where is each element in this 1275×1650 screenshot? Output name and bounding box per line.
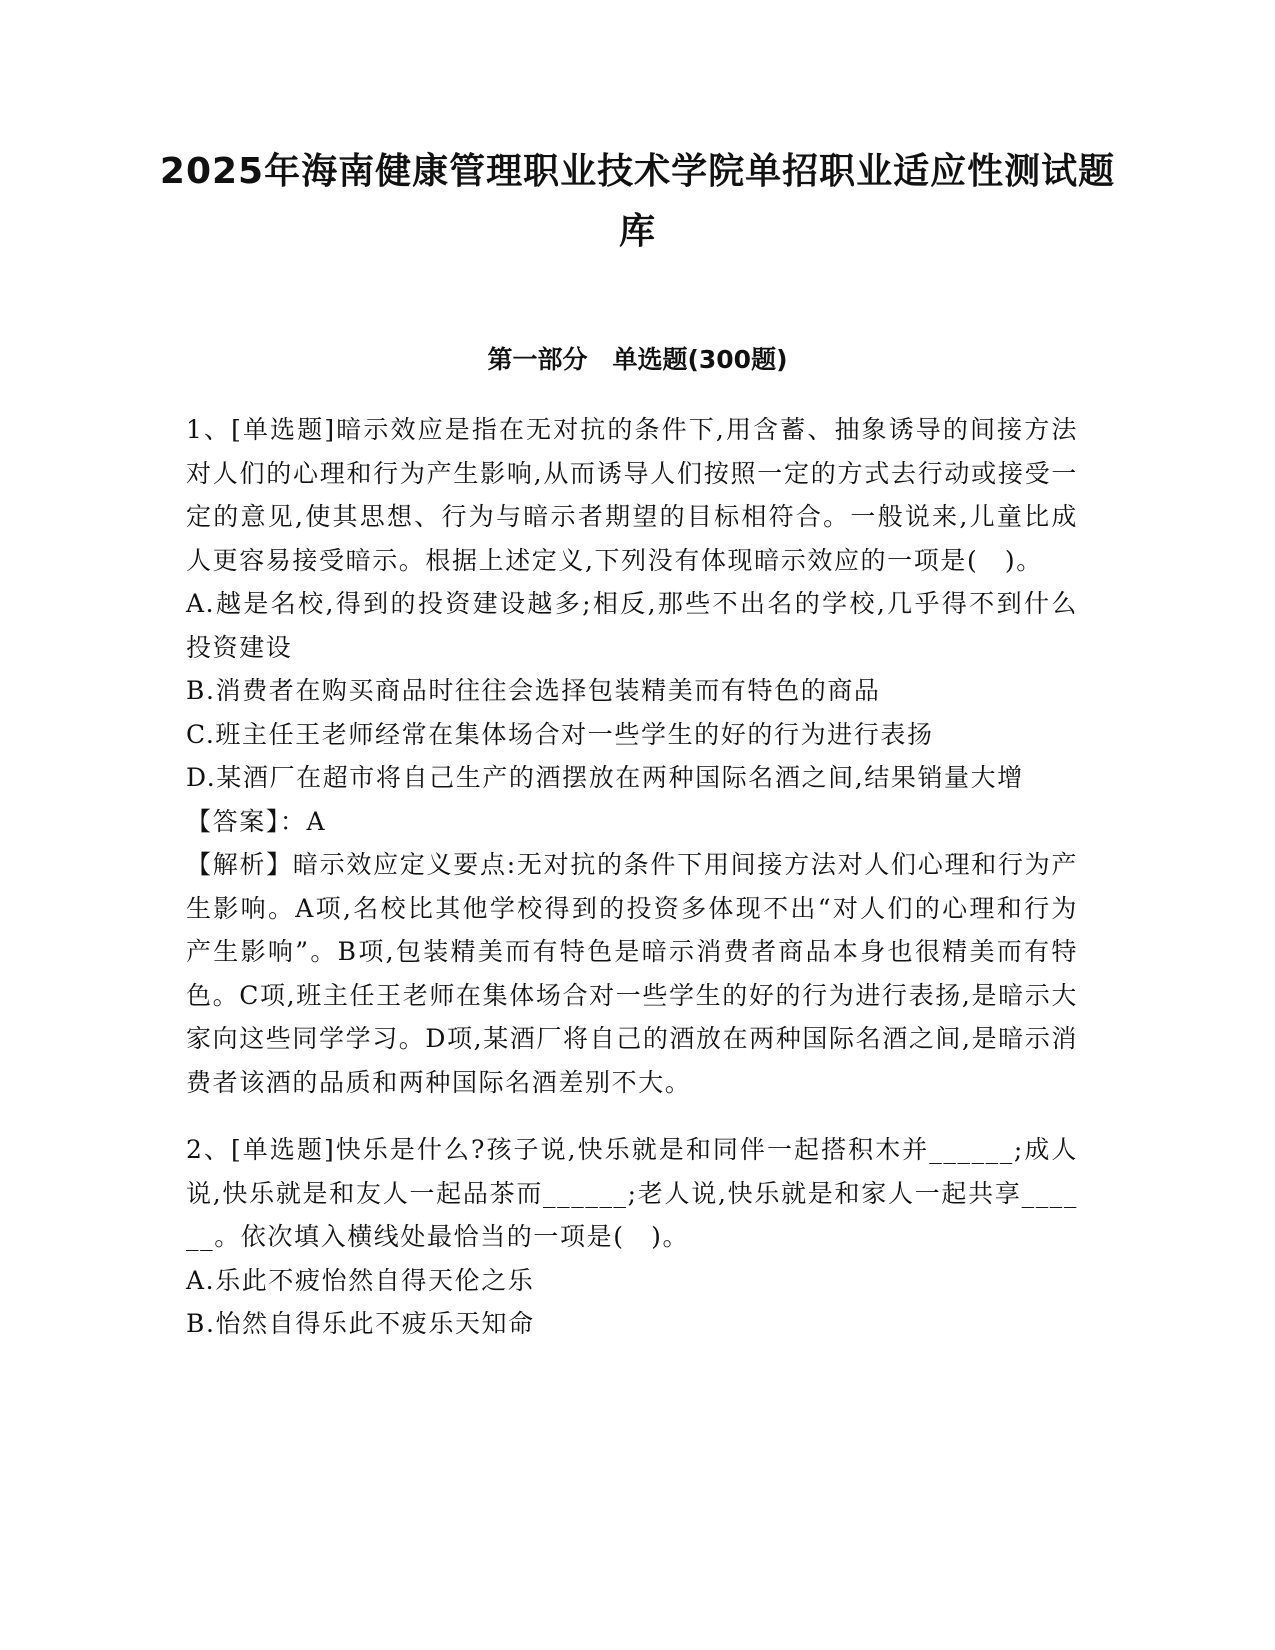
question-2 [186, 1128, 1078, 1346]
answer: 【答案】：A [186, 806, 327, 836]
question-stem: 1、[单选题]暗示效应是指在无对抗的条件下,用含蓄、抽象诱导的间接方法对人们的心理和行为产生影响,从而诱导人们按照一定的方式去行动或接受一定的意见,使其思想、行为与暗示者期望的目标相符合。一般说来,儿童比成人更容易接受暗示。根据上述定义,下列没有体现暗示效应的一项是( )。 [186, 415, 1078, 575]
option-b: B.怡然自得乐此不疲乐天知命 [186, 1309, 535, 1338]
option-c: C.班主任王老师经常在集体场合对一些学生的好的行为进行表扬 [186, 719, 934, 749]
option-d: D.某酒厂在超市将自己生产的酒摆放在两种国际名酒之间,结果销量大增 [186, 763, 1024, 792]
option-a: A.乐此不疲怡然自得天伦之乐 [186, 1265, 535, 1295]
question-list [186, 408, 1078, 1346]
option-b: B.消费者在购买商品时往往会选择包装精美而有特色的商品 [186, 676, 881, 705]
question-gap [186, 1104, 1078, 1128]
question-stem: 2、[单选题]快乐是什么?孩子说,快乐就是和同伴一起搭积木并______;成人说,快乐就是和友人一起品茶而______;老人说,快乐就是和家人一起共享______。依次填入横线处最恰当的一项是( )。 [186, 1135, 1078, 1251]
section-title: 第一部分 单选题(300题) [487, 345, 788, 374]
question-1 [186, 408, 1078, 1104]
option-a: A.越是名校,得到的投资建设越多;相反,那些不出名的学校,几乎得不到什么投资建设 [186, 589, 1078, 662]
analysis: 【解析】暗示效应定义要点:无对抗的条件下用间接方法对人们心理和行为产生影响。A项,名校比其他学校得到的投资多体现不出“对人们的心理和行为产生影响”。B项,包装精美而有特色是暗示消费者商品本身也很精美而有特色。C项,班主任王老师在集体场合对一些学生的好的行为进行表扬,是暗示大家向这些同学学习。D项,某酒厂将自己的酒放在两种国际名酒之间,是暗示消费者该酒的品质和两种国际名酒差别不大。 [186, 850, 1078, 1097]
document-title: 2025年海南健康管理职业技术学院单招职业适应性测试题库 [159, 151, 1116, 252]
